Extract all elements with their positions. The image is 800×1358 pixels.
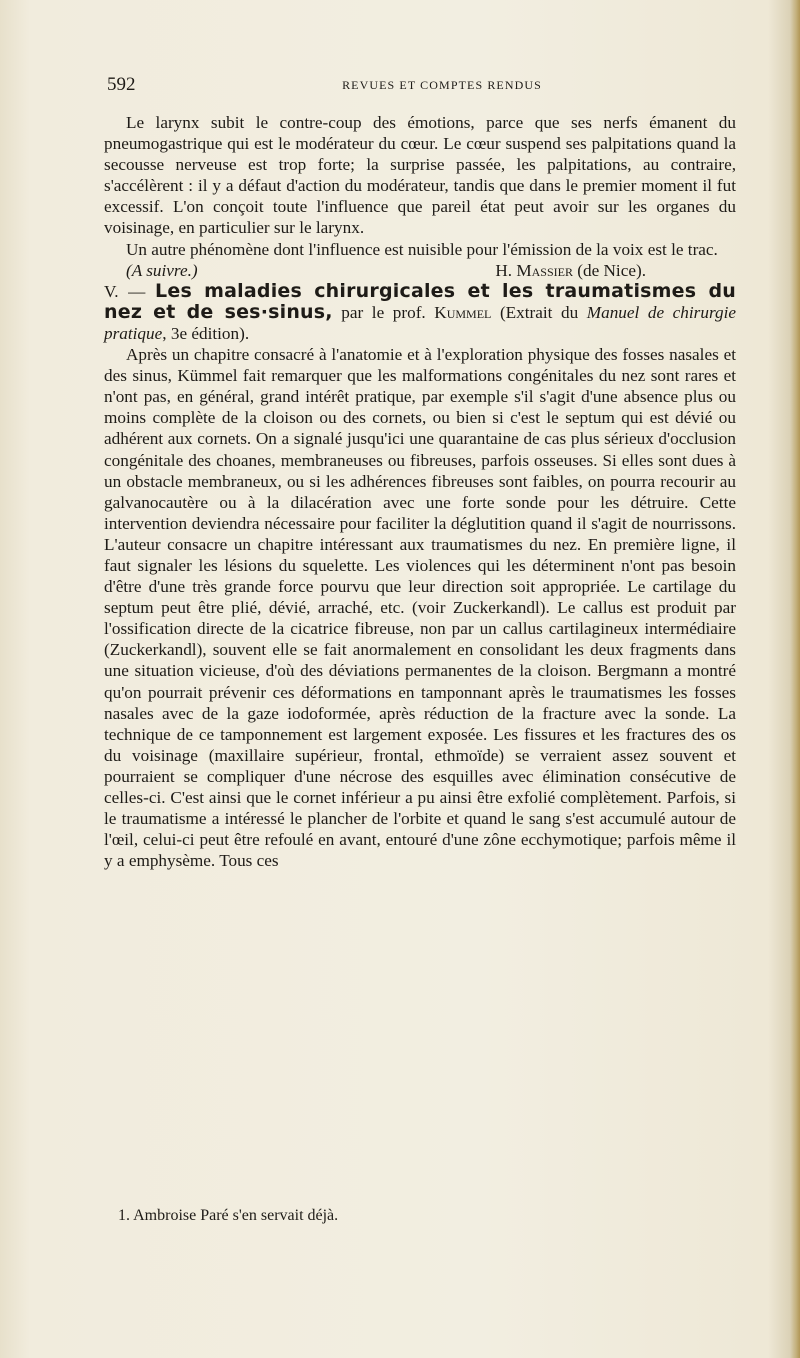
page-header [107, 74, 737, 100]
to-follow-note: (A suivre.) [126, 260, 198, 280]
running-head: REVUES ET COMPTES RENDUS [342, 78, 542, 92]
page-edge [790, 0, 800, 1358]
signature-line [104, 260, 736, 281]
signature-place: (de Nice). [577, 260, 646, 280]
section-byline: par le prof. [332, 302, 435, 322]
signature-name: H. Massier [495, 260, 573, 280]
section-heading [104, 281, 736, 344]
section-source-close: , 3e édition). [162, 323, 250, 343]
page-number: 592 [107, 74, 136, 95]
section-author: Kummel [434, 302, 492, 322]
page-body [104, 112, 736, 871]
paragraph: Après un chapitre consacré à l'anatomie et à l'exploration physique des fosses nasales et des sinus, Kümmel fait remarquer que les malformations congénitales du nez sont rares et n'ont pas, en général, grand intérêt pratique, par exemple s'il s'agit d'une absence plus ou moins complète de la cloison ou des cornets, ou bien si c'est le septum qui est dévié ou adhérent aux cornets. On a signalé jusqu'ici une quarantaine de cas plus sérieux d'occlusion congénitale des choanes, membraneuses ou fibreuses, parfois osseuses. Si elles sont dues à un obstacle membraneux, ou si les adhérences fibreuses sont faibles, on pourra recourir au galvanocautère ou à la dilacération avec une forte sonde pour les détruire. Cette intervention deviendra nécessaire pour faciliter la déglutition quand il s'agit de nourrissons. L'auteur consacre un chapitre intéressant aux traumatismes du nez. En première ligne, il faut signaler les lésions du squelette. Les violences qui les déterminent n'ont pas besoin d'être d'une très grande force pourvu que leur direction soit appropriée. Le cartilage du septum peut être plié, dévié, arraché, etc. (voir Zuckerkandl). Le callus est produit par l'ossification directe de la cicatrice fibreuse, non par un callus cartilagineux intermédiaire (Zuckerkandl), souvent elle se fait anormalement en consolidant les deux fragments dans une situation vicieuse, d'où des déviations permanentes de la cloison. Bergmann a montré qu'on pourrait prévenir ces déformations en tamponnant après le traumatismes les fosses nasales avec de la gaze iodoformée, après réduction de la fracture avec la sonde. La technique de ce tamponnement est largement exposée. Les fissures et les fractures des os du voisinage (maxillaire supérieur, frontal, ethmoïde) se verraient assez souvent et pourraient se compliquer d'une nécrose des esquilles avec élimination consécutive de celles-ci. C'est ainsi que le cornet inférieur a pu ainsi être exfolié complètement. Parfois, si le traumatisme a intéressé le plancher de l'orbite et quand le sang s'est accumulé autour de l'œil, celui-ci peut être refoulé en avant, entouré d'une zône ecchymotique; parfois même il y a emphysème. Tous ces [104, 345, 736, 871]
section-title: Les maladies chirurgicales et les traumatismes du nez et de ses·sinus, [104, 279, 736, 323]
paragraph: Le larynx subit le contre-coup des émotions, parce que ses nerfs émanent du pneumogastrique qui est le modérateur du cœur. Le cœur suspend ses palpitations quand la secousse nerveuse est trop forte; la surprise passée, les palpitations, au contraire, s'accélèrent : il y a défaut d'action du modérateur, tandis que dans le premier moment il fut excessif. L'on conçoit toute l'influence que pareil état peut avoir sur les organes du voisinage, en particulier sur le larynx. [104, 113, 736, 238]
section-source-open: (Extrait du [491, 302, 587, 322]
signature [495, 260, 646, 281]
paragraph: Un autre phénomène dont l'influence est nuisible pour l'émission de la voix est le trac. [126, 239, 718, 259]
footnote: 1. Ambroise Paré s'en servait déjà. [118, 1207, 339, 1224]
section-source-title: Manuel de chirurgie pratique [104, 302, 736, 343]
section-number: V. — [104, 281, 156, 301]
